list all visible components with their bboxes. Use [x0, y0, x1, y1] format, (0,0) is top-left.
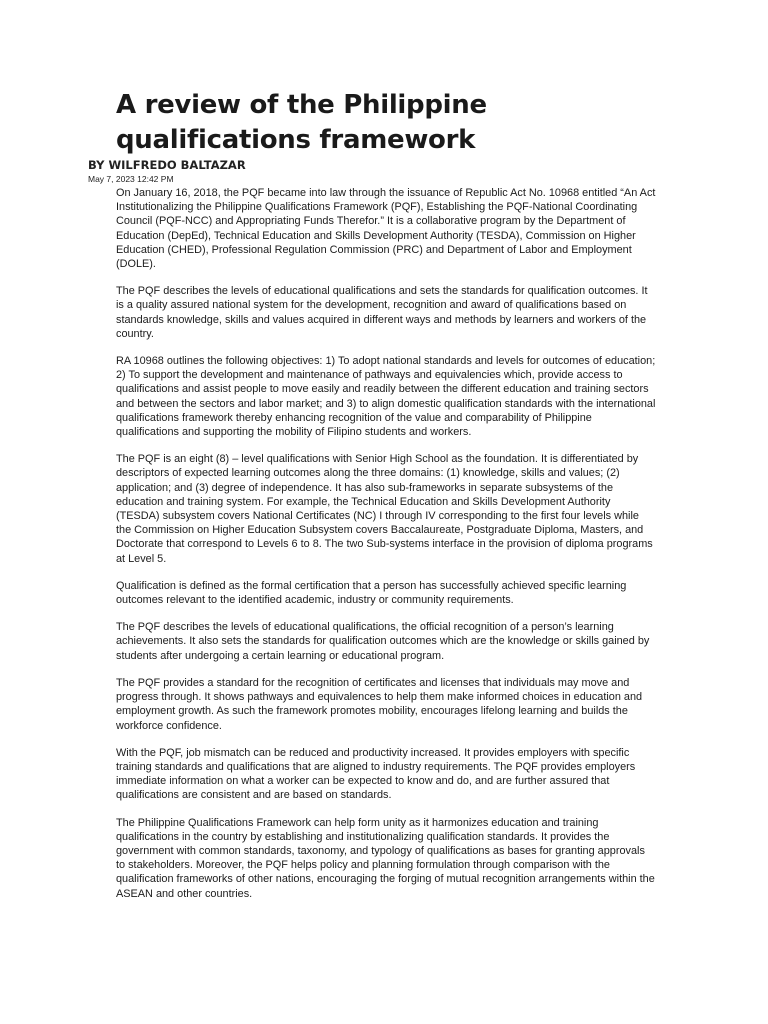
article-paragraph: RA 10968 outlines the following objectives: 1) To adopt national standards and levels for outcomes of education; 2) To support the development and maintenance of pathways and equivalencies which, provide access to qualifications and assist people to move easily and readily between the different education and training sectors and between the sectors and labor market; and 3) to align domestic qualification standards with the international qualifications framework thereby enhancing recognition of the value and comparability of Philippine qualifications and supporting the mobility of Filipino students and workers.: [116, 355, 656, 439]
article-paragraph: Qualification is defined as the formal certification that a person has successfully achieved specific learning outcomes relevant to the identified academic, industry or community requirements.: [116, 579, 627, 607]
article-title: A review of the Philippine qualifications framework: [116, 90, 487, 155]
article-body: [116, 186, 656, 914]
article-paragraph: The PQF describes the levels of educational qualifications and sets the standards for qualification outcomes. It is a quality assured national system for the development, recognition and award of qualifications based on standards knowledge, skills and values acquired in different ways and methods by learners and workers of the country.: [116, 285, 648, 340]
article-date: May 7, 2023 12:42 PM: [88, 174, 174, 184]
article-paragraph: The PQF is an eight (8) – level qualifications with Senior High School as the foundation. It is differentiated by descriptors of expected learning outcomes along the three domains: (1) knowledge, skills and values; (2) application; and (3) degree of independence. It has also sub-frameworks in separate subsystems of the education and training system. For example, the Technical Education and Skills Development Authority (TESDA) subsystem covers National Certificates (NC) I through IV corresponding to the first four levels while the Commission on Higher Education Subsystem covers Baccalaureate, Postgraduate Diploma, Masters, and Doctorate that correspond to Levels 6 to 8. The two Sub-systems interface in the provision of diploma programs at Level 5.: [116, 453, 653, 565]
article-byline: BY WILFREDO BALTAZAR: [88, 158, 246, 172]
article-paragraph: The PQF describes the levels of educational qualifications, the official recognition of a person’s learning achievements. It also sets the standards for qualification outcomes which are the knowledge or skills gained by students after undergoing a certain learning or educational program.: [116, 621, 650, 662]
article-paragraph: On January 16, 2018, the PQF became into law through the issuance of Republic Act No. 10968 entitled “An Act Institutionalizing the Philippine Qualifications Framework (PQF), Establishing the PQF-National Coordinating Council (PQF-NCC) and Appropriating Funds Therefor.” It is a collaborative program by the Department of Education (DepEd), Technical Education and Skills Development Authority (TESDA), Commission on Higher Education (CHED), Professional Regulation Commission (PRC) and Department of Labor and Employment (DOLE).: [116, 187, 656, 271]
article-paragraph: The PQF provides a standard for the recognition of certificates and licenses that individuals may move and progress through. It shows pathways and equivalences to help them make informed choices in education and employment growth. As such the framework promotes mobility, encourages lifelong learning and builds the workforce confidence.: [116, 676, 643, 732]
article-paragraph: The Philippine Qualifications Framework can help form unity as it harmonizes education and training qualifications in the country by establishing and institutionalizing qualification standards. It provides the government with common standards, taxonomy, and typology of qualifications as bases for granting approvals to stakeholders. Moreover, the PQF helps policy and planning formulation through comparison with the qualification frameworks of other nations, encouraging the forging of mutual recognition arrangements within the ASEAN and other countries.: [116, 816, 655, 900]
article-paragraph: With the PQF, job mismatch can be reduced and productivity increased. It provides employers with specific training standards and qualifications that are aligned to industry requirements. The PQF provides employers immediate information on what a worker can be expected to know and do, and are further assured that qualifications are consistent and are based on standards.: [116, 746, 636, 802]
